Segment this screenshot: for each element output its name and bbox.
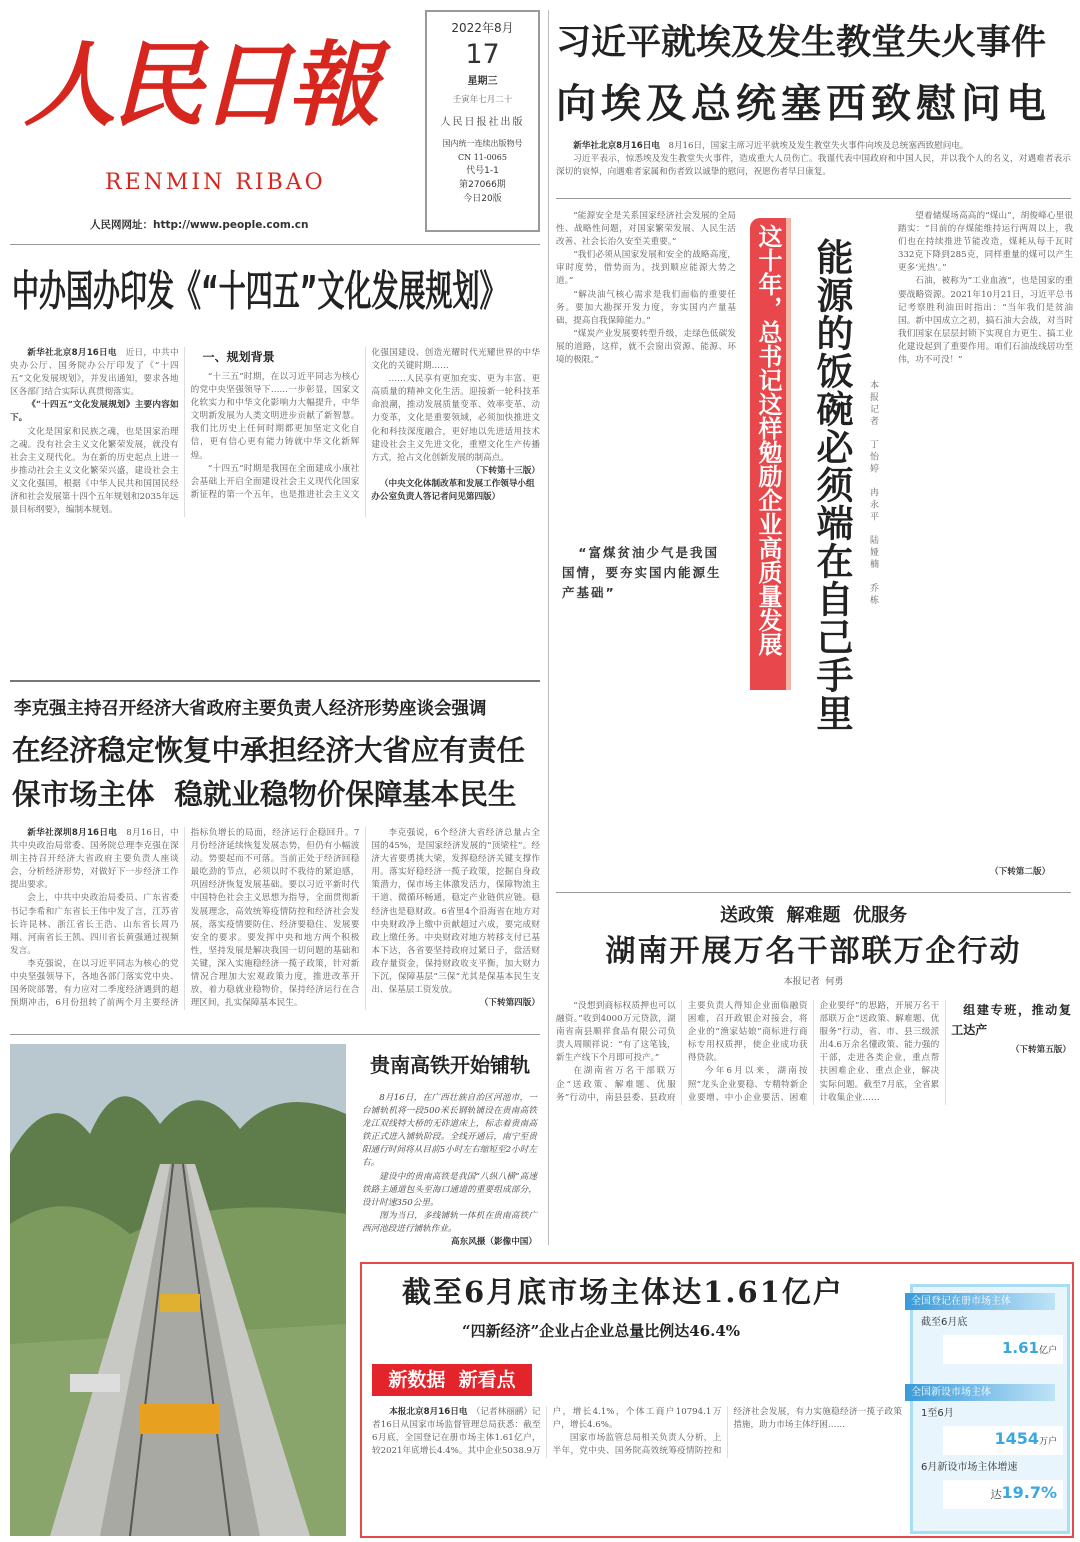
stat-label: 6月新设市场主体增速: [921, 1462, 1018, 1473]
paragraph-text: “十四五”时期是我国在全面建成小康社会基础上开启全面建设社会主义现代化国家新征程的第一个五年，也是推进社会主义文化强国建设、创造光耀时代光耀世界的中华文化的关键时期……: [190, 348, 540, 500]
dateline: 新华社深圳8月16日电: [27, 828, 118, 838]
photo-credit: 高东风摄（影像中国）: [451, 1237, 537, 1248]
stat-title: 全国新设市场主体: [905, 1384, 1055, 1401]
paragraph-text: 会上，中共中央政治局委员、广东省委书记李希和广东省长王伟中发了言，江苏省长许昆林、浙江省长王浩、山东省长周乃翔、河南省长王凯、四川省长黄强通过视频发言。: [10, 893, 179, 956]
divider: [548, 10, 549, 1245]
paragraph: [10, 827, 179, 892]
paragraph: 图为当日，多线铺轨一体机在贵南高铁广西河池段进行铺轨作业。: [362, 1210, 537, 1234]
market-body: [372, 1406, 902, 1458]
hunan-kicker: 送政策 解难题 优服务: [719, 905, 908, 926]
date-box: [425, 10, 540, 232]
paragraph: [10, 892, 179, 957]
dateline: 新华社北京8月16日电: [573, 141, 660, 151]
li-headline-2: 保市场主体 稳就业稳物价保障基本民生: [12, 777, 517, 811]
masthead-pinyin: RENMIN RIBAO: [105, 170, 326, 195]
jump-link[interactable]: （下转第十三版）: [471, 465, 540, 476]
stat-item: [913, 1293, 1067, 1364]
energy-body-left: [556, 210, 736, 367]
paragraph-text: 组建专班，推动复工达产: [951, 1003, 1071, 1037]
date-day: 17: [465, 39, 500, 70]
divider: [10, 244, 540, 245]
hunan-body: [556, 1000, 1071, 1105]
energy-byline: 本报记者 丁怡婷 冉永平 陆娅楠 乔栋: [868, 380, 878, 607]
masthead: [10, 5, 415, 240]
paragraph: [10, 426, 179, 518]
jump-link[interactable]: （下转第五版）: [1010, 1045, 1071, 1055]
issue-number: 第27066期: [459, 180, 506, 190]
hunan-headline: 湖南开展万名干部联万企行动: [605, 934, 1022, 969]
paragraph-text: “没想到商标权质押也可以融资。”收到4000万元贷款，湖南省南县顺祥食品有限公司负责人周顺祥说：“有了这笔钱，新生产线下个月即可投产。”: [556, 1001, 676, 1064]
paragraph-text: “十三五”时期，在以习近平同志为核心的党中央坚强领导下……一步彰显，国家文化软实力和中华文化影响力大幅提升，中华文明新发展为人类文明进步贡献了新智慧。我们比历史上任何时期都更加坚定文化自信，更有信心更有能力铸就中华文化新辉煌。: [190, 372, 360, 461]
top-headline-2: 向埃及总统塞西致慰问电: [556, 80, 1051, 127]
stats-panel: [910, 1284, 1070, 1534]
paragraph-text: 《“十四五”文化发展规划》主要内容如下。: [10, 400, 179, 424]
jump-link[interactable]: （下转第四版）: [479, 998, 540, 1009]
energy-banner-text: 这十年，总书记这样勉励企业高质量发展: [754, 224, 782, 656]
related-note: （中央文化体制改革和发展工作领导小组办公室负责人答记者问见第四版）: [371, 478, 535, 503]
paragraph: 建设中的贵南高铁是我国“八纵八横”高速铁路主通道包头至海口通道的重要组成部分，设计时速350公里。: [362, 1171, 537, 1208]
stat-prefix: 达: [990, 1488, 1002, 1501]
publisher: 人民日报社出版: [440, 117, 525, 128]
paragraph: “煤炭产业发展要转型升级，走绿色低碳发展的道路，这样，就不会窗出资源、能源、环境的极限。”: [556, 328, 736, 366]
subheading: [951, 1000, 1071, 1040]
paragraph: [371, 373, 540, 465]
rail-caption: [362, 1092, 537, 1249]
paragraph-text: 一、规划背景: [202, 350, 275, 364]
paragraph-text: 李克强说，在以习近平同志为核心的党中央坚强领导下，各地各部门落实党中央、国务院部署，有力应对二季度经济遇到的超预期冲击，6月份扭转了前两个月主要经济指标负增长的局面，经济运行企稳回升。7月份经济延续恢复发展态势，但仍有小幅波动。势要起而不可落。当前正处于经济回稳最吃劲的节点，必须以时不我待的紧迫感，巩固经济恢复发展基础。要以习近平新时代中国特色社会主义思想为指导，全面贯彻新发展理念，高效统筹疫情防控和经济社会发展，落实疫情要防住、经济要稳住、发展要安全的要求。要发挥中央和地方两个积极性，坚持发展是解决我国一切问题的基础和关键，深入实施稳经济一揽子政策，针对新情况合理加大宏观政策力度，推进改革开放，着力稳就业稳物价，保持经济运行在合理区间，扎实保障基本民生。: [10, 828, 360, 1009]
dateline: 本报北京8月16日电: [389, 1407, 468, 1417]
paragraph-text: 近日，中共中央办公厅、国务院办公厅印发了《“十四五”文化发展规划》，并发出通知，要求各地区各部门结合实际认真贯彻落实。: [10, 348, 179, 398]
stat-item: [913, 1461, 1067, 1509]
top-headline-1: 习近平就埃及发生教堂失火事件: [556, 23, 1047, 63]
top-story-body: [556, 140, 1071, 179]
paragraph: 8月16日，在广西壮族自治区河池市，一台铺轨机将一段500米长钢轨铺设在贵南高铁龙江双线特大桥的无砟道床上，标志着贵南高铁正式进入铺轨阶段。全线开通后，南宁至贵阳通行时间将从目前5小时左右缩短至2小时左右。: [362, 1093, 537, 1169]
paragraph: [10, 347, 179, 399]
stat-value: 1454: [994, 1429, 1039, 1448]
stat-value: 19.7%: [1001, 1483, 1057, 1502]
paragraph: [191, 371, 360, 463]
paragraph: 习近平表示，惊悉埃及发生教堂失火事件，造成重大人员伤亡。我谨代表中国政府和中国人民，并以我个人的名义，对遇难者表示深切的哀悼，向遇难者家属和伤者致以诚挚的慰问，祝愿伤者早日康复。: [556, 154, 1071, 178]
paragraph: “能源安全是关系国家经济社会发展的全局性、战略性问题，对国家繁荣发展、人民生活改善、社会长治久安至关重要。”: [556, 211, 736, 248]
stat-unit: 万户: [1038, 1437, 1057, 1447]
rail-photo: [10, 1044, 346, 1536]
culture-headline: 中办国办印发《“十四五”文化发展规划》: [12, 268, 507, 317]
date-weekday: 星期三: [467, 76, 498, 87]
paragraph: “我们必须从国家发展和安全的战略高度，审时度势，借势而为，找到顺应能源大势之道。”: [556, 250, 736, 287]
paragraph-text: ……人民享有更加充实、更为丰富、更高质量的精神文化生活。迎接新一轮科技革命浪潮，推动发展质量变革、效率变革、动力变革，文化是重要领域，必须加快推进文化和科技深度融合，更好地以先进适用技术建设社会主义先进文化，重塑文化生产传播方式，抢占文化创新发展的制高点。: [371, 374, 540, 463]
stat-item: [913, 1384, 1067, 1455]
date-year-month: 2022年8月: [451, 21, 514, 35]
paragraph-text: 李克强说，6个经济大省经济总量占全国的45%，是国家经济发展的“顶梁柱”。经济大省要勇挑大梁，发挥稳经济关键支撑作用。落实好稳经济一揽子政策，挖掘自身政策潜力，保市场主体激发活力，保障物流主干道、微循环畅通，稳定产业链供应链。稳经济也是稳财政。6省里4个沿海省在地方对中央财政净上缴中贡献超过六成，要完成财政上缴任务。中央财政对地方转移支付已基本下达，各省要坚持政府过紧日子，盘活财政存量资金，保持财政收支平衡，加大财力下沉，保障基层“三保”尤其是保基本民生支出、保基层工资发放。: [371, 828, 540, 996]
energy-banner: [750, 218, 786, 690]
divider: [556, 892, 1071, 893]
culture-body: [10, 347, 540, 517]
paragraph: [556, 1000, 676, 1065]
jump-link[interactable]: （下转第二版）: [990, 867, 1051, 877]
li-kicker: 李克强主持召开经济大省政府主要负责人经济形势座谈会强调: [14, 699, 487, 719]
paragraph: [10, 399, 179, 425]
energy-body-right: [898, 210, 1073, 367]
paragraph-text: 文化是国家和民族之魂，也是国家治理之魂。没有社会主义文化繁荣发展，就没有社会主义现代化。为在新的历史起点上进一步推动社会主义文化繁荣兴盛，建设社会主义文化强国，根据《中华人民共和国国民经济和社会发展第十四个五年规划和2035年远景目标纲要》，编制本规划。: [10, 426, 179, 516]
stat-label: 1至6月: [921, 1408, 954, 1419]
paragraph-text: （记者林丽鹂）记者16日从国家市场监督管理总局获悉：截至6月底，全国登记在册市场主体1.61亿户，较2021年底增长4.4%。其中企业5038.9万户，增长4.1%，个体工商户10794.1万户，增长4.6%。: [372, 1407, 722, 1457]
stats-list: [913, 1293, 1067, 1509]
hunan-byline: 本报记者 何勇: [783, 977, 844, 987]
market-headline: 截至6月底市场主体达1.61亿户: [402, 1275, 844, 1309]
stat-label: 截至6月底: [921, 1317, 968, 1328]
divider: [556, 198, 1071, 199]
website-link[interactable]: 人民网网址：http://www.people.com.cn: [90, 219, 309, 231]
market-box: [360, 1262, 1074, 1538]
paragraph: 8月16日，国家主席习近平就埃及发生教堂失火事件向埃及总统塞西致慰问电。: [668, 141, 969, 151]
energy-headline: 能源的饭碗必须端在自己手里: [810, 238, 853, 732]
paragraph: 石油，被称为“工业血液”，也是国家的重要战略资源。2021年10月21日，习近平总书记考察胜利油田时指出：“当年我们是贫油国。新中国成立之初，搞石油大会战，对当时我们国家在层层封锁下实现自力更生、搞工业化建设起到了重要作用。咱们石油战线居功至伟，功不可没！”: [898, 276, 1073, 366]
serial-label: 国内统一连续出版物号: [442, 139, 523, 148]
paragraph: “解决油气核心需求是我们面临的重要任务。要加大勘探开发力度，夯实国内产量基础，提高自我保障能力。”: [556, 289, 736, 326]
li-headline-1: 在经济稳定恢复中承担经济大省应有责任: [12, 733, 526, 767]
paragraph-text: 在湖南省万名干部联万企“送政策、解难题、优服务”行动中，南县县委、县政府主要负责人得知企业面临融资困难，召开政银企对接会，将企业的“渔家姑娘”商标进行商标专用权质押，使企业成功获得贷款。: [556, 1001, 808, 1103]
paragraph: [371, 827, 540, 997]
stat-title: 全国登记在册市场主体: [905, 1293, 1055, 1310]
date-lunar: 壬寅年七月二十: [452, 95, 513, 105]
divider: [10, 680, 540, 682]
masthead-logo: 人民日報: [24, 31, 377, 139]
subheading: [191, 347, 360, 367]
divider: [10, 1034, 540, 1035]
market-subhead: “四新经济”企业占企业总量比例达46.4%: [462, 1322, 741, 1340]
rail-headline: 贵南高铁开始铺轨: [370, 1053, 530, 1077]
cn-number: CN 11-0065: [458, 153, 507, 162]
energy-pullquote: “富煤贫油少气是我国国情，要夯实国内能源生产基础”: [562, 545, 722, 600]
paragraph: 望着储煤场高高的“煤山”，胡俊峰心里很踏实：“目前的存煤能维持运行两周以上，我们也在持续推进节能改造，煤耗从每千瓦时332克下降到285克，同样重量的煤可以产生更多‘光热’。”: [898, 211, 1073, 274]
stat-unit: 亿户: [1038, 1346, 1057, 1356]
paragraph-text: 今年6月以来，湖南按照“龙头企业要稳、专精特新企业要增、中小企业要活、困难企业要纾”的思路，开展万名干部联万企“送政策、解难题、优服务”行动，省、市、县三级派出4.6万余名懂政策、能力强的干部，走进各类企业，重点帮扶困难企业、重点企业，解决实际问题。截至7月底，全省累计收集企业……: [687, 1001, 940, 1103]
dateline: 新华社北京8月16日电: [27, 348, 117, 358]
page-count: 今日20版: [463, 194, 502, 204]
paragraph-text: 国家市场监管总局相关负责人分析，上半年，党中央、国务院高效统筹疫情防控和经济社会发展，有力实施稳经济一揽子政策措施，助力市场主体纾困……: [552, 1407, 902, 1457]
paragraph-text: 8月16日，中共中央政治局常委、国务院总理李克强在深圳主持召开经济大省政府主要负责人座谈会，分析经济形势，对做好下一步经济工作提出要求。: [10, 828, 179, 891]
li-body: [10, 827, 540, 1010]
stat-value: 1.61: [1001, 1339, 1039, 1357]
market-label: 新数据 新看点: [372, 1364, 532, 1396]
issue-code: 代号1-1: [466, 166, 499, 176]
